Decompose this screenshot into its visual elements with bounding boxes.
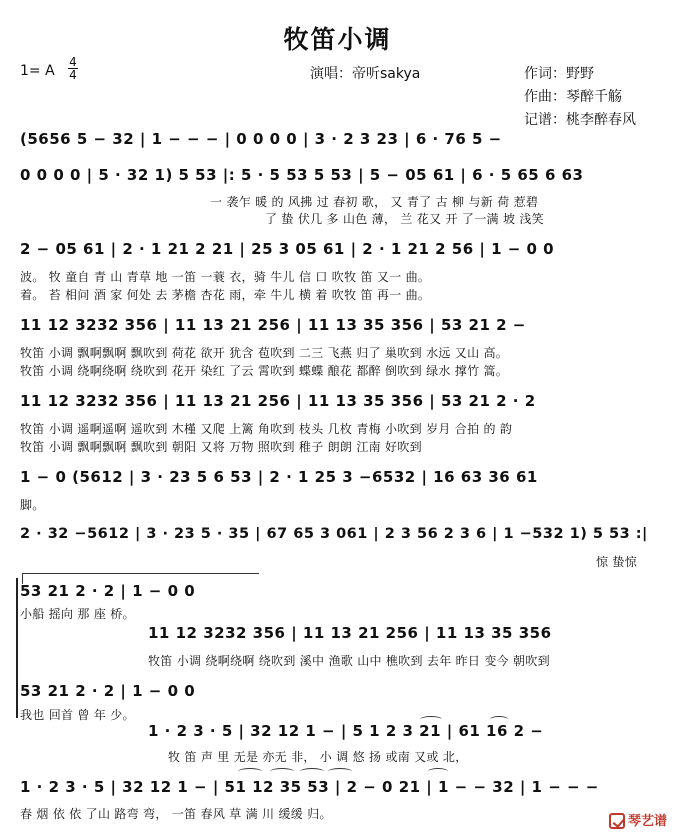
repeat-bracket-bar [16, 578, 18, 718]
slur-mark [238, 768, 262, 775]
notation-line-3: 2 − 05 61 | 2 · 1 21 2 21 | 25 3 05 61 | 2 · 1 21 2 56 | 1 − 0 0 [20, 240, 555, 258]
transcriber-credit: 记谱：桃李醉春风 [524, 112, 636, 128]
lyric-line-12: 春 烟 依 依 了山 路弯 弯， 一笛 春风 草 满 川 缓缓 归。 [20, 807, 332, 821]
logo-icon [609, 813, 625, 829]
lyric-line-10: 我也 回首 曾 年 少。 [20, 708, 135, 722]
lyric-line-11: 牧 笛 声 里 无是 亦无 非， 小 调 悠 扬 或南 又或 北， [168, 750, 468, 764]
watermark-text: 琴艺谱 [627, 813, 667, 829]
lyric-line-5b: 牧笛 小调 飘啊飘啊 飘吹到 朝阳 又将 万物 照吹到 稚子 朗朗 江南 好吹到 [20, 440, 422, 454]
notation-line-12: 1 · 2 3 · 5 | 32 12 1 − | 51 12 35 53 | 2 − 0 21 | 1 − − 32 | 1 − − − [20, 778, 599, 796]
notation-line-10: 53 21 2 · 2 | 1 − 0 0 [20, 682, 196, 700]
slur-mark [428, 768, 448, 775]
key-signature: 1= A [20, 63, 55, 79]
lyric-line-5a: 牧笛 小调 遥啊遥啊 遥吹到 木槿 又爬 上篱 角吹到 枝头 几枚 青梅 小吹到 岁月 合拍 的 韵 [20, 422, 513, 436]
notation-line-7: 2 · 32 −5612 | 3 · 23 5 · 35 | 67 65 3 061 | 2 3 56 2 3 6 | 1 −532 1) 5 53 :| [20, 526, 648, 542]
notation-line-1: (5656 5 − 32 | 1 − − − | 0 0 0 0 | 3 · 2 3 23 | 6 · 76 5 − [20, 130, 502, 148]
singer-credit: 演唱：帝听sakya [310, 66, 421, 82]
slur-mark [300, 768, 324, 775]
notation-line-2: 0 0 0 0 | 5 · 32 1) 5 53 |: 5 · 5 53 5 53 | 5 − 05 61 | 6 · 5 65 6 63 [20, 166, 584, 184]
lyric-line-7: 惊 蛰惊 [596, 555, 638, 569]
lyric-line-3b: 着。 苔 相问 酒 家 何处 去 茅檐 杏花 雨，牵 牛儿 横 着 吹牧 笛 再一 曲。 [20, 288, 431, 302]
notation-line-5: 11 12 3232 356 | 11 13 21 256 | 11 13 35 356 | 53 21 2 · 2 [20, 392, 536, 410]
slur-mark [328, 768, 352, 775]
notation-line-9: 11 12 3232 356 | 11 13 21 256 | 11 13 35 356 [148, 624, 552, 642]
notation-line-8: 53 21 2 · 2 | 1 − 0 0 [20, 582, 196, 600]
lyric-line-6: 脚。 [20, 498, 45, 512]
lyric-line-4b: 牧笛 小调 绕啊绕啊 绕吹到 花开 染红 了云 霄吹到 蝶蝶 酿花 都醉 倒吹到 绿水 撑竹 篙。 [20, 364, 509, 378]
lyric-line-4a: 牧笛 小调 飘啊飘啊 飘吹到 荷花 欲开 犹含 苞吹到 二三 飞燕 归了 巢吹到 水远 又山 高。 [20, 346, 509, 360]
lyricist-credit: 作词：野野 [524, 66, 594, 82]
song-title: 牧笛小调 [283, 25, 392, 54]
lyric-line-9: 牧笛 小调 绕啊绕啊 绕吹到 溪中 渔歌 山中 樵吹到 去年 昨日 变今 朝吹到 [148, 654, 550, 668]
watermark [609, 810, 667, 830]
lyric-line-3a: 波。 牧 童自 青 山 青草 地 一笛 一蓑 衣，骑 牛儿 信 口 吹牧 笛 又一 曲。 [20, 270, 431, 284]
composer-credit: 作曲：琴醉千觞 [524, 89, 622, 105]
notation-line-6: 1 − 0 (5612 | 3 · 23 5 6 53 | 2 · 1 25 3 −6532 | 16 63 36 61 [20, 468, 538, 486]
lyric-line-2b: 了 蛰 伏几 多 山色 薄， 兰 花又 开 了一满 坡 浅笑 [265, 212, 544, 226]
lyric-line-2a: 一 袭乍 暖 的 风拂 过 春初 歌， 又 青了 古 柳 与新 荷 惹碧 [210, 195, 539, 209]
time-sig-bottom: 4 [69, 68, 77, 82]
slur-mark [270, 768, 294, 775]
time-signature [68, 56, 78, 81]
notation-line-11: 1 · 2 3 · 5 | 32 12 1 − | 5 1 2 3 21 | 61 16 2 − [148, 722, 544, 740]
time-sig-top: 4 [69, 55, 77, 69]
lyric-line-8: 小船 摇向 那 座 桥。 [20, 607, 135, 621]
notation-line-4: 11 12 3232 356 | 11 13 21 256 | 11 13 35 356 | 53 21 2 − [20, 316, 526, 334]
